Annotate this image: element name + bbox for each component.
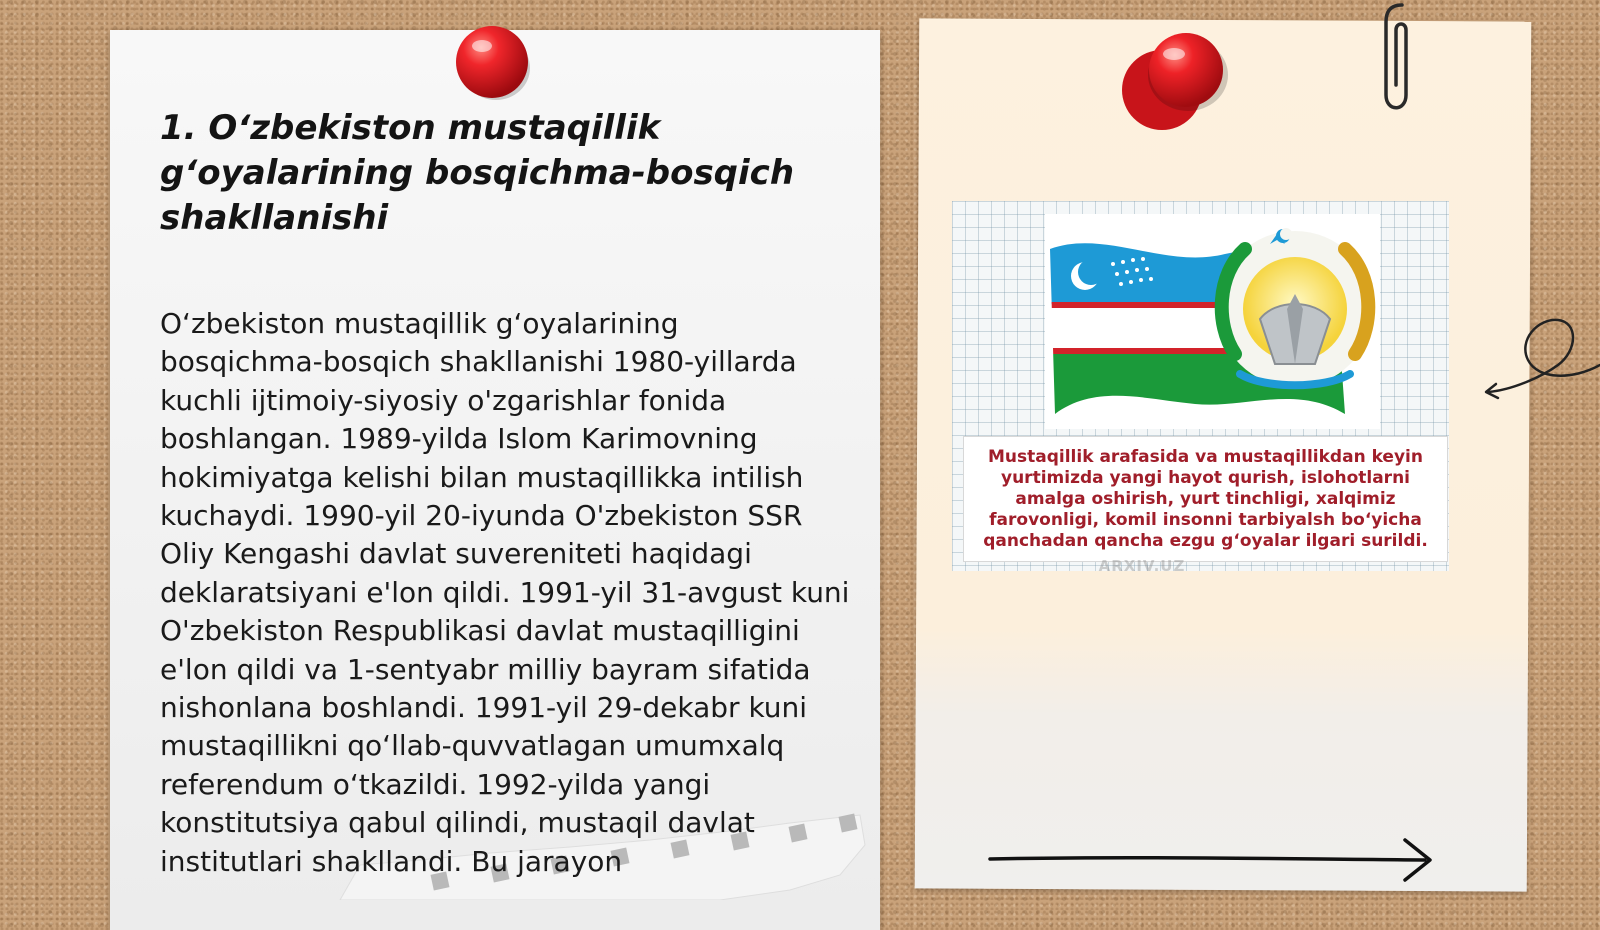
slide-title: 1. O‘zbekiston mustaqillik g‘oyalarining bosqichma-bosqich shakllanishi: [160, 108, 795, 238]
photo-caption: Mustaqillik arafasida va mustaqillikdan keyin yurtimizda yangi hayot qurish, islohotlarni amalga oshirish, yurt tinchligi, xalqimiz farovonligi, komil insonni tarbiyalsh bo‘yicha qanchadan qancha ezgu g‘oyalar ilgari surildi.: [983, 446, 1428, 551]
arrow-right-icon: [985, 835, 1445, 885]
photo-watermark: ARXIV.UZ: [1098, 557, 1186, 575]
flag-emblem-illustration: [1045, 214, 1380, 429]
push-pin-icon: [452, 22, 534, 104]
state-emblem-icon: [1217, 228, 1373, 387]
curly-arrow-icon: [1478, 310, 1600, 410]
slide-body-text: O‘zbekiston mustaqillik g‘oyalarining bosqichma-bosqich shakllanishi 1980-yillarda kuchli ijtimoiy-siyosiy o'zgarishlar fonida boshlangan. 1989-yilda Islom Karimovning hokimiyatga kelishi bilan mustaqillikka intilish kuchaydi. 1990-yil 20-iyunda O'zbekiston SSR Oliy Kengashi davlat suvereniteti haqidagi deklaratsiyani e'lon qildi. 1991-yil 31-avgust kuni O'zbekiston Respublikasi davlat mustaqilligini e'lon qildi va 1-sentyabr milliy bayram sifatida nishonlana boshlandi. 1991-yil 29-dekabr kuni mustaqillikni qo‘llab-quvvatlagan umumxalq referendum o‘tkazildi. 1992-yilda yangi konstitutsiya qabul qilindi, mustaqil davlat institutlari shakllandi. Bu jarayon: [160, 307, 850, 878]
push-pin-icon: [1118, 30, 1238, 135]
paper-clip-icon: [1372, 0, 1422, 125]
photo-caption-box: [963, 436, 1448, 562]
